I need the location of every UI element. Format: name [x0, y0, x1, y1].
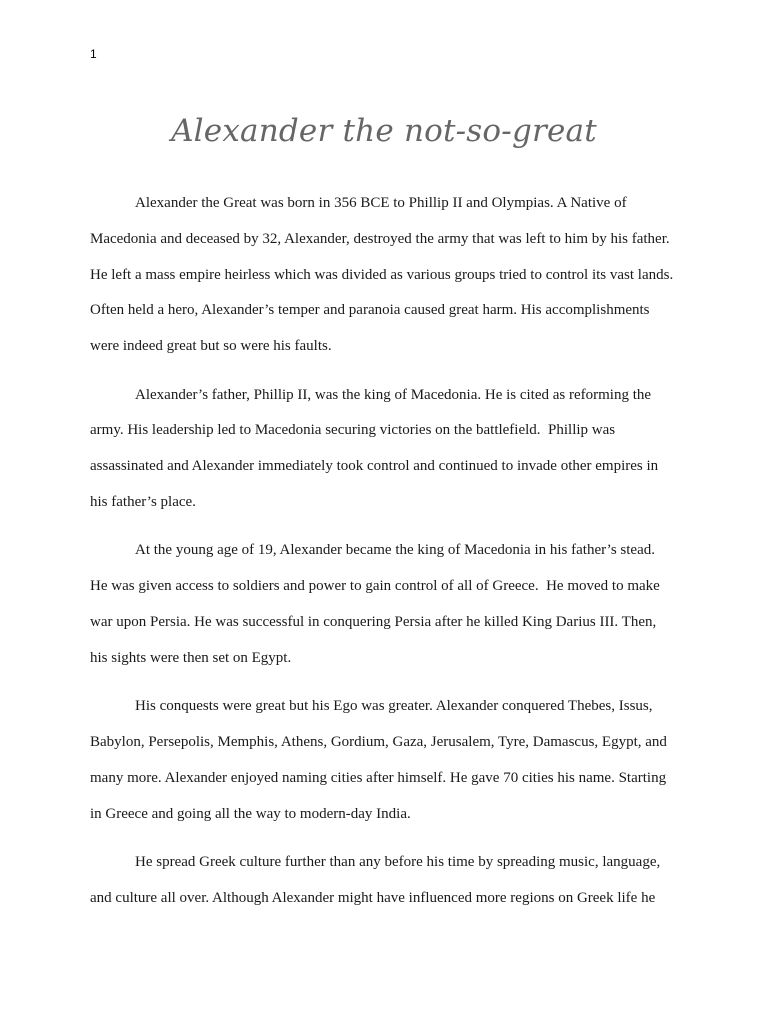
paragraph-spacer: [90, 523, 682, 536]
paragraph-line: and culture all over. Although Alexander might have influenced more regions on Greek life he: [90, 889, 656, 906]
paragraph: [90, 691, 682, 834]
paragraph: [90, 535, 682, 678]
paragraph-line: his father’s place.: [90, 493, 196, 510]
paragraph-line: He left a mass empire heirless which was divided as various groups tried to control its vast lands.: [90, 266, 674, 283]
paragraph-line: Alexander the Great was born in 356 BCE to Phillip II and Olympias. A Native of: [135, 195, 627, 211]
document-body: [90, 188, 682, 919]
paragraph-line: his sights were then set on Egypt.: [90, 649, 292, 666]
paragraph-line: Macedonia and deceased by 32, Alexander, destroyed the army that was left to him by his father.: [90, 230, 670, 247]
paragraph-line: many more. Alexander enjoyed naming cities after himself. He gave 70 cities his name. Starting: [90, 769, 667, 786]
page-number: 1: [90, 47, 97, 61]
paragraph-line: in Greece and going all the way to modern-day India.: [90, 805, 411, 822]
paragraph-line: Often held a hero, Alexander’s temper and paranoia caused great harm. His accomplishments: [90, 302, 650, 319]
document-title: Alexander the not-so-great: [171, 113, 597, 149]
paragraph-line: At the young age of 19, Alexander became the king of Macedonia in his father’s stead.: [135, 542, 655, 559]
paragraph: [90, 847, 682, 919]
paragraph: [90, 188, 682, 367]
paragraph-line: Alexander’s father, Phillip II, was the king of Macedonia. He is cited as reforming the: [135, 386, 652, 403]
paragraph-line: assassinated and Alexander immediately took control and continued to invade other empires in: [90, 458, 659, 475]
paragraph-spacer: [90, 834, 682, 847]
paragraph-spacer: [90, 367, 682, 380]
paragraph-line: His conquests were great but his Ego was greater. Alexander conquered Thebes, Issus,: [135, 698, 653, 715]
paragraph: [90, 380, 682, 523]
paragraph-line: army. His leadership led to Macedonia securing victories on the battlefield. Phillip was: [90, 422, 616, 439]
paragraph-spacer: [90, 679, 682, 692]
paragraph-line: He spread Greek culture further than any before his time by spreading music, language,: [135, 853, 661, 870]
paragraph-line: Babylon, Persepolis, Memphis, Athens, Gordium, Gaza, Jerusalem, Tyre, Damascus, Egypt, and: [90, 733, 667, 750]
paragraph-line: He was given access to soldiers and power to gain control of all of Greece. He moved to make: [90, 578, 660, 595]
paragraph-line: were indeed great but so were his faults.: [90, 338, 332, 355]
paragraph-line: war upon Persia. He was successful in conquering Persia after he killed King Darius III. Then,: [90, 613, 657, 630]
